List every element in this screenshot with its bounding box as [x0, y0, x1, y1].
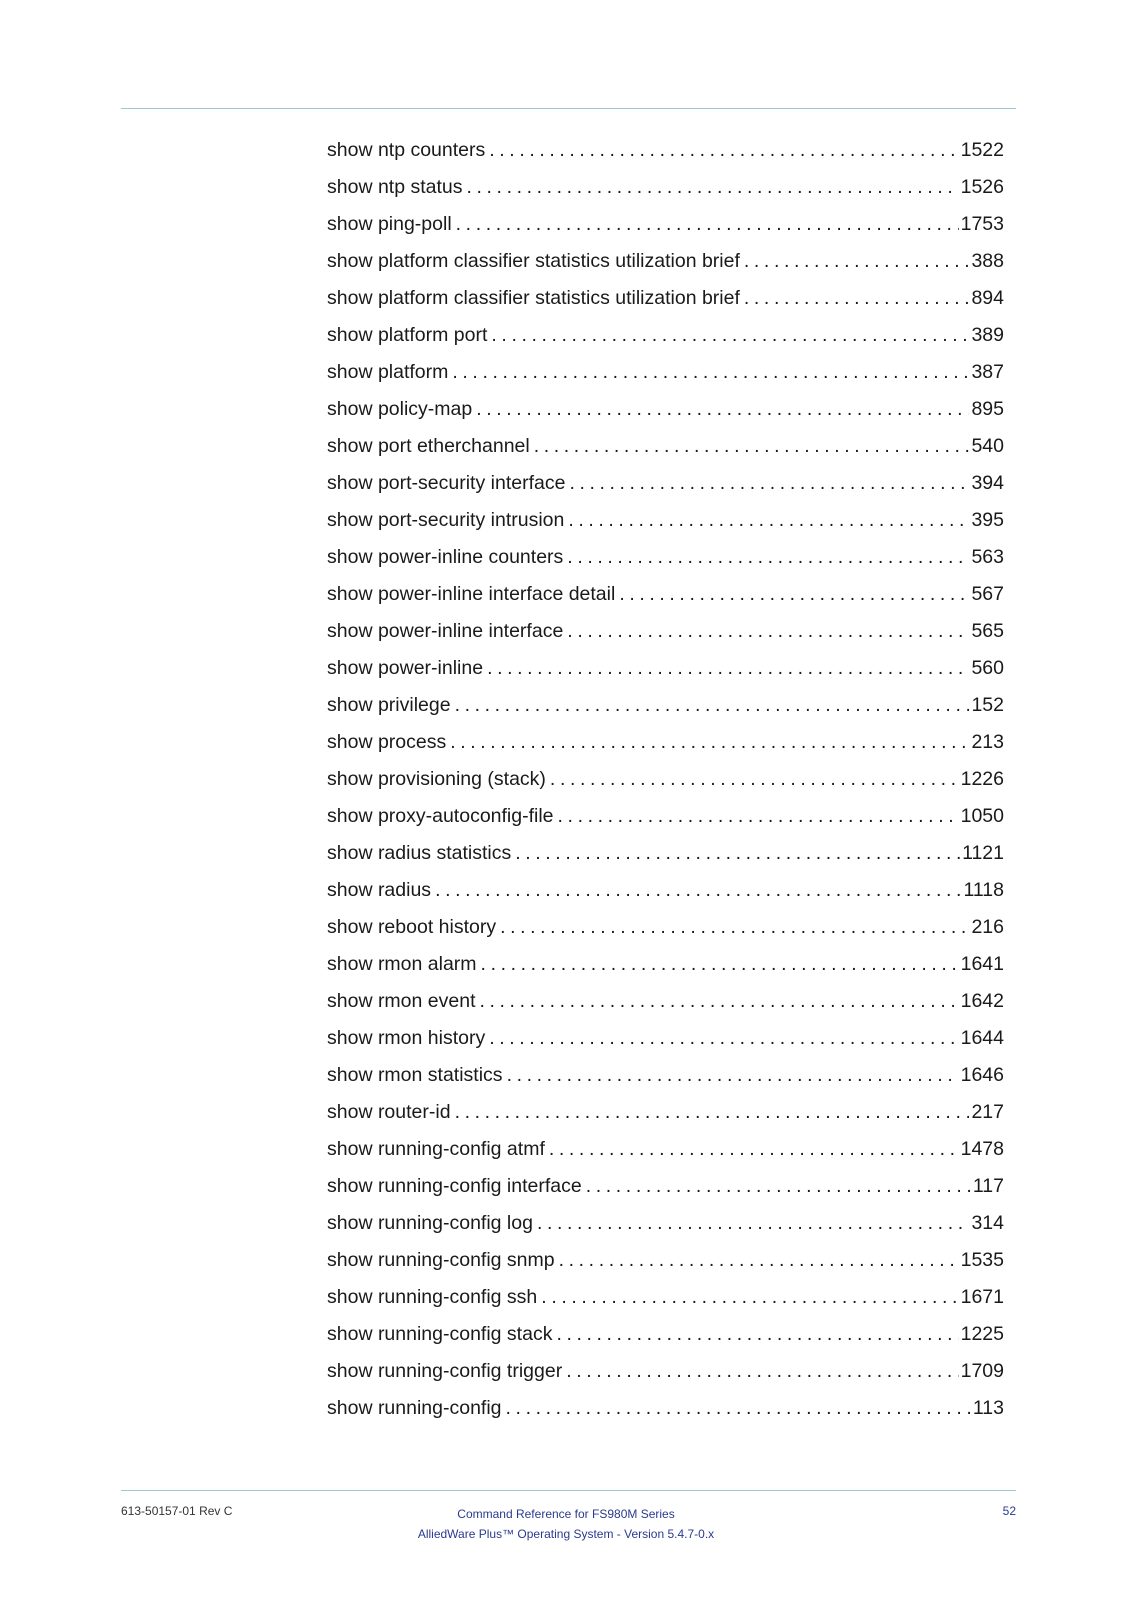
- index-entry-page[interactable]: 387: [971, 361, 1004, 383]
- index-entry[interactable]: [327, 539, 1004, 576]
- dot-leader: [558, 798, 959, 835]
- index-entry[interactable]: [327, 1242, 1004, 1279]
- index-entry-page[interactable]: 1522: [960, 139, 1004, 161]
- index-entry-page[interactable]: 1535: [960, 1249, 1004, 1271]
- index-entry-page[interactable]: 1478: [960, 1138, 1004, 1160]
- index-entry-page[interactable]: 1526: [960, 176, 1004, 198]
- index-entry[interactable]: [327, 391, 1004, 428]
- index-entry[interactable]: [327, 354, 1004, 391]
- index-entry-page[interactable]: 1642: [960, 990, 1004, 1012]
- dot-leader: [489, 132, 958, 169]
- index-entry-title[interactable]: show running-config ssh: [327, 1286, 538, 1308]
- dot-leader: [435, 872, 961, 909]
- index-entry-title[interactable]: show port etherchannel: [327, 435, 530, 457]
- index-entry-page[interactable]: 560: [971, 657, 1004, 679]
- dot-leader: [481, 946, 959, 983]
- dot-leader: [541, 1279, 958, 1316]
- index-entry[interactable]: [327, 1020, 1004, 1057]
- index-entry-title[interactable]: show platform classifier statistics utilization brief: [327, 250, 740, 272]
- dot-leader: [467, 169, 959, 206]
- index-entry-title[interactable]: show rmon history: [327, 1027, 486, 1049]
- index-entry[interactable]: [327, 1168, 1004, 1205]
- dot-leader: [567, 539, 969, 576]
- dot-leader: [550, 761, 959, 798]
- index-entry-title[interactable]: show running-config: [327, 1397, 502, 1419]
- index-entry[interactable]: [327, 169, 1004, 206]
- dot-leader: [549, 1131, 959, 1168]
- dot-leader: [566, 1353, 958, 1390]
- index-list: [327, 132, 1004, 1427]
- index-entry[interactable]: [327, 243, 1004, 280]
- index-entry-title[interactable]: show platform port: [327, 324, 488, 346]
- index-entry-page[interactable]: 389: [971, 324, 1004, 346]
- index-entry-title[interactable]: show running-config trigger: [327, 1360, 563, 1382]
- dot-leader: [515, 835, 960, 872]
- index-entry-title[interactable]: show privilege: [327, 694, 451, 716]
- index-entry-title[interactable]: show port-security intrusion: [327, 509, 565, 531]
- index-entry-page[interactable]: 1641: [960, 953, 1004, 975]
- dot-leader: [506, 1390, 971, 1427]
- index-entry-title[interactable]: show ping-poll: [327, 213, 452, 235]
- dot-leader: [537, 1205, 969, 1242]
- index-entry-page[interactable]: 152: [971, 694, 1004, 716]
- footer-document-title: [366, 1504, 766, 1544]
- dot-leader: [559, 1242, 959, 1279]
- index-entry-title[interactable]: show process: [327, 731, 447, 753]
- dot-leader: [744, 243, 970, 280]
- index-entry-title[interactable]: show power-inline: [327, 657, 484, 679]
- index-entry-page[interactable]: 1225: [960, 1323, 1004, 1345]
- index-entry[interactable]: [327, 761, 1004, 798]
- dot-leader: [586, 1168, 971, 1205]
- dot-leader: [450, 724, 969, 761]
- dot-leader: [452, 354, 969, 391]
- index-entry[interactable]: [327, 1057, 1004, 1094]
- index-entry[interactable]: [327, 428, 1004, 465]
- index-entry[interactable]: [327, 1390, 1004, 1427]
- index-entry[interactable]: [327, 909, 1004, 946]
- index-entry-page[interactable]: 1753: [960, 213, 1004, 235]
- index-entry-page[interactable]: 217: [971, 1101, 1004, 1123]
- dot-leader: [744, 280, 970, 317]
- index-entry[interactable]: [327, 650, 1004, 687]
- index-entry[interactable]: [327, 1205, 1004, 1242]
- index-entry-title[interactable]: show ntp status: [327, 176, 463, 198]
- index-entry-title[interactable]: show proxy-autoconfig-file: [327, 805, 554, 827]
- index-entry-title[interactable]: show reboot history: [327, 916, 497, 938]
- index-entry-page[interactable]: 540: [971, 435, 1004, 457]
- index-entry-page[interactable]: 567: [971, 583, 1004, 605]
- index-entry-page[interactable]: 563: [971, 546, 1004, 568]
- index-entry-page[interactable]: 395: [971, 509, 1004, 531]
- index-entry[interactable]: [327, 132, 1004, 169]
- index-entry-page[interactable]: 1671: [960, 1286, 1004, 1308]
- footer-rule: [121, 1490, 1016, 1491]
- dot-leader: [568, 502, 969, 539]
- index-entry-title[interactable]: show rmon statistics: [327, 1064, 503, 1086]
- index-entry-title[interactable]: show running-config snmp: [327, 1249, 555, 1271]
- dot-leader: [476, 391, 969, 428]
- index-entry-page[interactable]: 1709: [960, 1360, 1004, 1382]
- index-entry-title[interactable]: show policy-map: [327, 398, 473, 420]
- index-entry-page[interactable]: 314: [971, 1212, 1004, 1234]
- index-entry[interactable]: [327, 1279, 1004, 1316]
- index-entry[interactable]: [327, 724, 1004, 761]
- index-entry[interactable]: [327, 798, 1004, 835]
- dot-leader: [619, 576, 969, 613]
- index-entry-title[interactable]: show running-config log: [327, 1212, 533, 1234]
- index-entry[interactable]: [327, 946, 1004, 983]
- index-entry-page[interactable]: 1050: [960, 805, 1004, 827]
- index-entry-page[interactable]: 113: [972, 1397, 1004, 1419]
- dot-leader: [491, 317, 969, 354]
- footer-title-line-1: Command Reference for FS980M Series: [457, 1507, 675, 1521]
- index-entry-title[interactable]: show provisioning (stack): [327, 768, 546, 790]
- index-entry[interactable]: [327, 465, 1004, 502]
- index-entry[interactable]: [327, 983, 1004, 1020]
- index-entry[interactable]: [327, 502, 1004, 539]
- dot-leader: [455, 1094, 970, 1131]
- index-entry-page[interactable]: 1226: [960, 768, 1004, 790]
- index-entry-title[interactable]: show radius: [327, 879, 432, 901]
- index-entry-title[interactable]: show radius statistics: [327, 842, 512, 864]
- index-entry-title[interactable]: show power-inline interface: [327, 620, 564, 642]
- index-entry-page[interactable]: 1121: [962, 842, 1004, 864]
- index-entry[interactable]: [327, 1131, 1004, 1168]
- index-entry-page[interactable]: 894: [971, 287, 1004, 309]
- dot-leader: [455, 687, 970, 724]
- index-entry-title[interactable]: show running-config stack: [327, 1323, 553, 1345]
- index-entry[interactable]: [327, 576, 1004, 613]
- footer-page-number: 52: [1002, 1504, 1016, 1518]
- index-entry-page[interactable]: 117: [972, 1175, 1004, 1197]
- index-entry-page[interactable]: 1118: [963, 879, 1004, 901]
- index-entry[interactable]: [327, 280, 1004, 317]
- index-entry-title[interactable]: show power-inline interface detail: [327, 583, 616, 605]
- index-entry-title[interactable]: show platform: [327, 361, 449, 383]
- index-entry-page[interactable]: 565: [971, 620, 1004, 642]
- index-entry-page[interactable]: 895: [971, 398, 1004, 420]
- index-entry-page[interactable]: 1646: [960, 1064, 1004, 1086]
- dot-leader: [569, 465, 969, 502]
- index-entry[interactable]: [327, 1316, 1004, 1353]
- index-entry[interactable]: [327, 1094, 1004, 1131]
- index-entry-title[interactable]: show rmon event: [327, 990, 476, 1012]
- index-entry-title[interactable]: show ntp counters: [327, 139, 486, 161]
- index-entry[interactable]: [327, 1353, 1004, 1390]
- dot-leader: [534, 428, 970, 465]
- index-entry[interactable]: [327, 835, 1004, 872]
- footer-title-line-2: AlliedWare Plus™ Operating System - Version 5.4.7-0.x: [417, 1527, 715, 1541]
- dot-leader: [487, 650, 969, 687]
- header-rule: [121, 108, 1016, 109]
- index-entry-title[interactable]: show power-inline counters: [327, 546, 564, 568]
- index-entry[interactable]: [327, 317, 1004, 354]
- dot-leader: [507, 1057, 959, 1094]
- index-entry[interactable]: [327, 206, 1004, 243]
- dot-leader: [456, 206, 959, 243]
- index-entry[interactable]: [327, 687, 1004, 724]
- index-entry-page[interactable]: 394: [971, 472, 1004, 494]
- index-entry-page[interactable]: 1644: [960, 1027, 1004, 1049]
- index-entry-title[interactable]: show port-security interface: [327, 472, 566, 494]
- dot-leader: [480, 983, 959, 1020]
- index-entry-title[interactable]: show running-config interface: [327, 1175, 582, 1197]
- index-entry[interactable]: [327, 613, 1004, 650]
- dot-leader: [489, 1020, 958, 1057]
- index-entry-page[interactable]: 388: [971, 250, 1004, 272]
- index-entry-title[interactable]: show platform classifier statistics utilization brief: [327, 287, 740, 309]
- dot-leader: [500, 909, 969, 946]
- index-entry-page[interactable]: 213: [971, 731, 1004, 753]
- index-entry-title[interactable]: show running-config atmf: [327, 1138, 545, 1160]
- dot-leader: [556, 1316, 958, 1353]
- footer-doc-number: 613-50157-01 Rev C: [121, 1504, 233, 1518]
- dot-leader: [567, 613, 969, 650]
- index-entry-title[interactable]: show rmon alarm: [327, 953, 477, 975]
- index-entry[interactable]: [327, 872, 1004, 909]
- index-entry-page[interactable]: 216: [971, 916, 1004, 938]
- index-entry-title[interactable]: show router-id: [327, 1101, 451, 1123]
